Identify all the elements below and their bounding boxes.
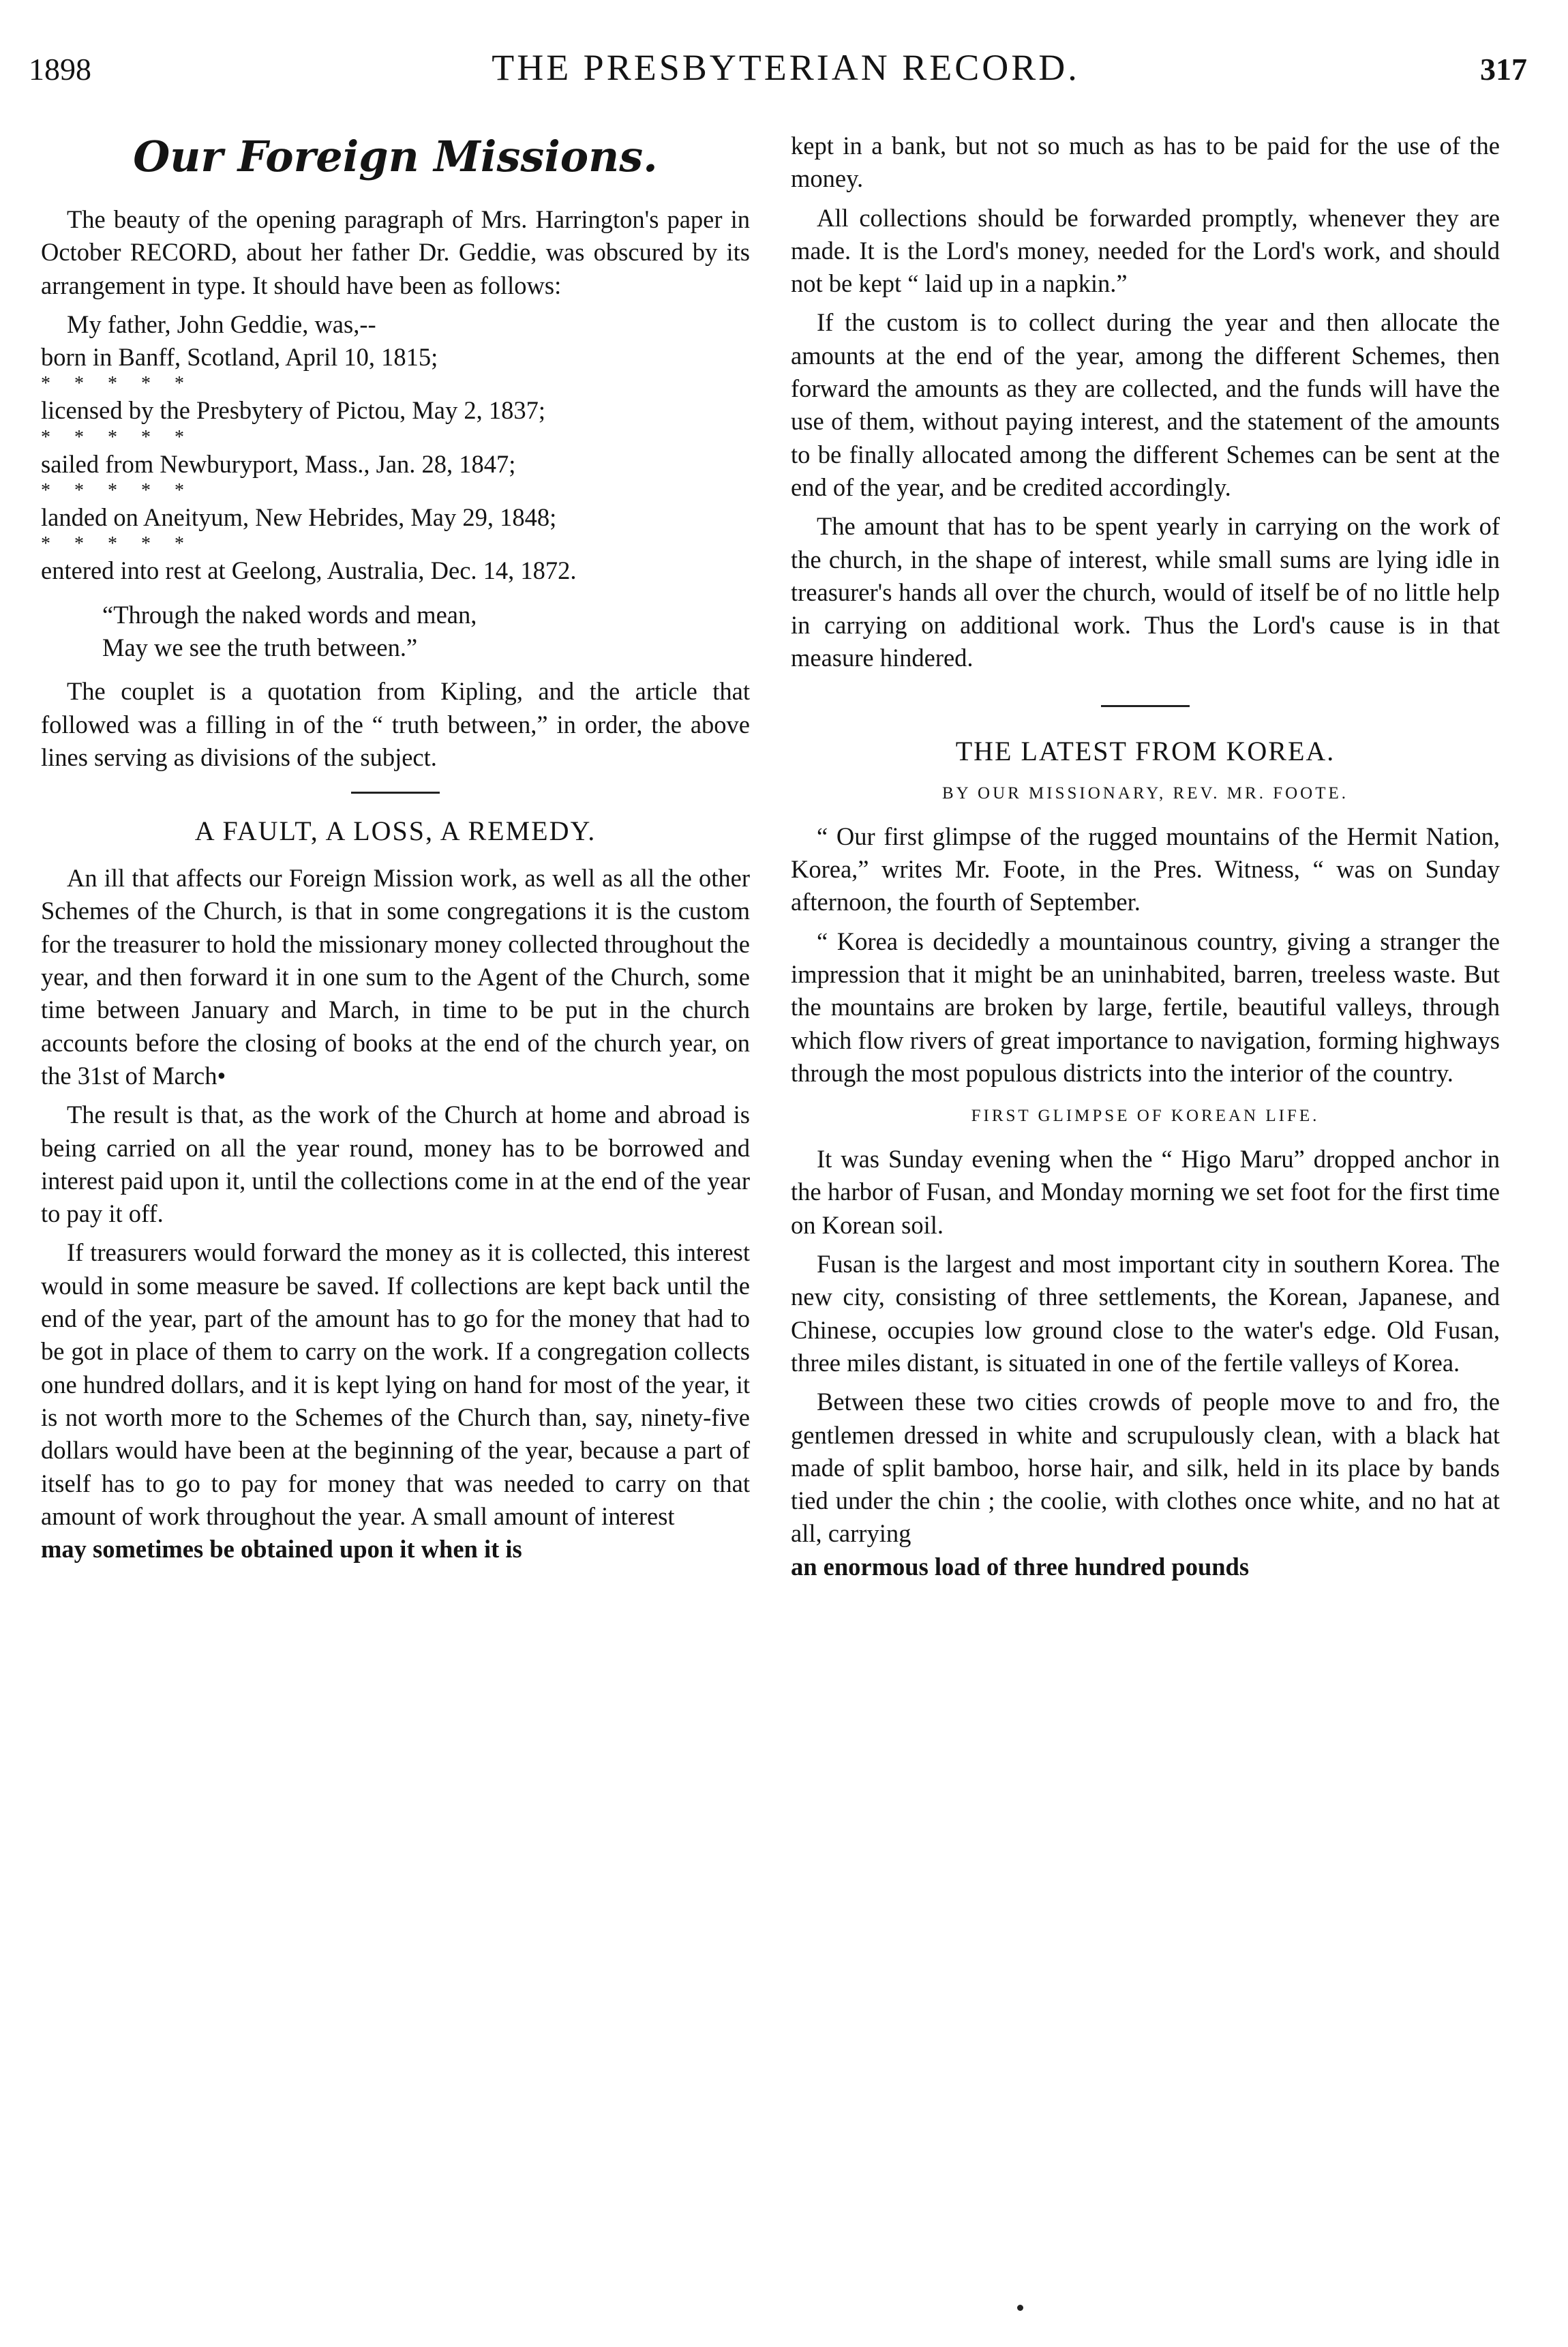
- left-column: [41, 130, 750, 1572]
- journal-title: THE PRESBYTERIAN RECORD.: [492, 47, 1080, 88]
- korea-paragraph: Fusan is the largest and most important city in southern Korea. The new city, consisting of three settlements, the Korean, Japanese, and Chinese, occupies low ground close to the water's edge. Old Fusan, three miles distant, is situated in one of the fertile valleys of Korea.: [791, 1250, 1500, 1377]
- bottom-dot: [1017, 2305, 1023, 2311]
- article-heading: A FAULT, A LOSS, A REMEDY.: [194, 816, 597, 847]
- star-divider: * * * * *: [41, 373, 194, 395]
- couplet-note: The couplet is a quotation from Kipling, and the article that followed was a filling in of the “ truth between,” in order, the above lines serving as divisions of the subject.: [41, 677, 750, 771]
- byline: BY OUR MISSIONARY, REV. MR. FOOTE.: [941, 783, 1349, 803]
- article-paragraph: All collections should be forwarded promptly, whenever they are made. It is the Lord's money, needed for the Lord's work, and should not be kept “ laid up in a napkin.”: [791, 203, 1500, 298]
- bio-line: licensed by the Presbytery of Pictou, May 2, 1837;: [41, 396, 546, 425]
- article-paragraph: If treasurers would forward the money as it is collected, this interest would in some measure be saved. If collections are kept back until the end of the year, part of the amount has to go for the money that had to be got in place of them to carry on the work. If a congregation collects one hundred dollars, and it is kept lying on hand for most of the year, it is not worth more to the Schemes of the Church than, say, ninety-five dollars would have been at the beginning of the year, because a part of itself has to go to pay for money that was needed to carry on that amount of work throughout the year. A small amount of interest: [41, 1238, 750, 1530]
- bio-line: landed on Aneityum, New Hebrides, May 29, 1848;: [41, 503, 557, 532]
- article-paragraph: kept in a bank, but not so much as has to be paid for the use of the money.: [791, 132, 1500, 193]
- korea-paragraph: It was Sunday evening when the “ Higo Maru” dropped anchor in the harbor of Fusan, and Monday morning we set foot for the first time on Korean soil.: [791, 1145, 1500, 1239]
- article-paragraph: The amount that has to be spent yearly in carrying on the work of the church, in the shape of interest, while small sums are lying idle in treasurer's hands all over the church, would of itself be of no little help in carrying on additional work. Thus the Lord's cause is in that measure hindered.: [791, 512, 1500, 672]
- star-divider: * * * * *: [41, 426, 194, 448]
- korea-paragraph: “ Our first glimpse of the rugged mountains of the Hermit Nation, Korea,” writes Mr. Foote, in the Pres. Witness, “ was on Sunday afternoon, the fourth of September.: [791, 822, 1500, 916]
- subsection-heading: FIRST GLIMPSE OF KOREAN LIFE.: [971, 1107, 1320, 1126]
- article-paragraph: If the custom is to collect during the year and then allocate the amounts at the end of the year, among the different Schemes, then forward the amounts as they are collected, and the funds will have the use of them, without paying interest, and the statement of the amounts to be finally allocated among the different Schemes can be sent at the end of the year, and be credited accordingly.: [791, 308, 1500, 501]
- article-paragraph-end: may sometimes be obtained upon it when it is: [41, 1535, 522, 1564]
- bio-line: entered into rest at Geelong, Australia, Dec. 14, 1872.: [41, 556, 577, 585]
- bio-line: My father, John Geddie, was,--: [67, 310, 376, 338]
- running-header: [29, 46, 1527, 94]
- kipling-couplet: [102, 599, 750, 665]
- article-paragraph: The result is that, as the work of the Church at home and abroad is being carried on all the year round, money has to be borrowed and interest paid upon it, until the collections come in at the end of the year to pay it off.: [41, 1101, 750, 1228]
- header-year: 1898: [29, 52, 91, 87]
- intro-paragraph: The beauty of the opening paragraph of Mrs. Harrington's paper in October RECORD, about her father Dr. Geddie, was obscured by its arrangement in type. It should have been as follows:: [41, 205, 750, 299]
- korea-paragraph: “ Korea is decidedly a mountainous country, giving a stranger the impression that it might be an uninhabited, barren, treeless waste. But the mountains are broken by large, fertile, beautiful valleys, through which flow rivers of great importance to navigation, forming highways through the most populous districts into the interior of the country.: [791, 927, 1500, 1087]
- korea-paragraph-end: an enormous load of three hundred pounds: [791, 1552, 1250, 1581]
- star-divider: * * * * *: [41, 480, 194, 502]
- star-divider: * * * * *: [41, 533, 194, 555]
- poem-line: May we see the truth between.”: [102, 633, 418, 661]
- bio-line: born in Banff, Scotland, April 10, 1815;: [41, 343, 438, 372]
- page-number: 317: [1479, 52, 1527, 87]
- right-column: [791, 130, 1500, 1589]
- korea-paragraph: Between these two cities crowds of people move to and fro, the gentlemen dressed in white and scrupulously clean, with a black hat made of split bamboo, horse hair, and silk, held in its place by bands tied under the chin ; the coolie, with clothes once white, and no hat at all, carrying: [791, 1388, 1500, 1548]
- poem-line: “Through the naked words and mean,: [102, 600, 477, 629]
- article-paragraph: An ill that affects our Foreign Mission work, as well as all the other Schemes of the Church, is that in some congregations it is the custom for the treasurer to hold the missionary money collected throughout the year, and then forward it in one sum to the Agent of the Church, some time between January and March, in time to be put in the church accounts before the closing of books at the end of the church year, on the 31st of March•: [41, 864, 750, 1090]
- section-title: Our Foreign Missions.: [133, 132, 658, 181]
- section-rule: [351, 792, 440, 794]
- korea-heading: THE LATEST FROM KOREA.: [955, 735, 1336, 766]
- section-rule: [1101, 705, 1190, 707]
- bio-line: sailed from Newburyport, Mass., Jan. 28, 1847;: [41, 449, 516, 478]
